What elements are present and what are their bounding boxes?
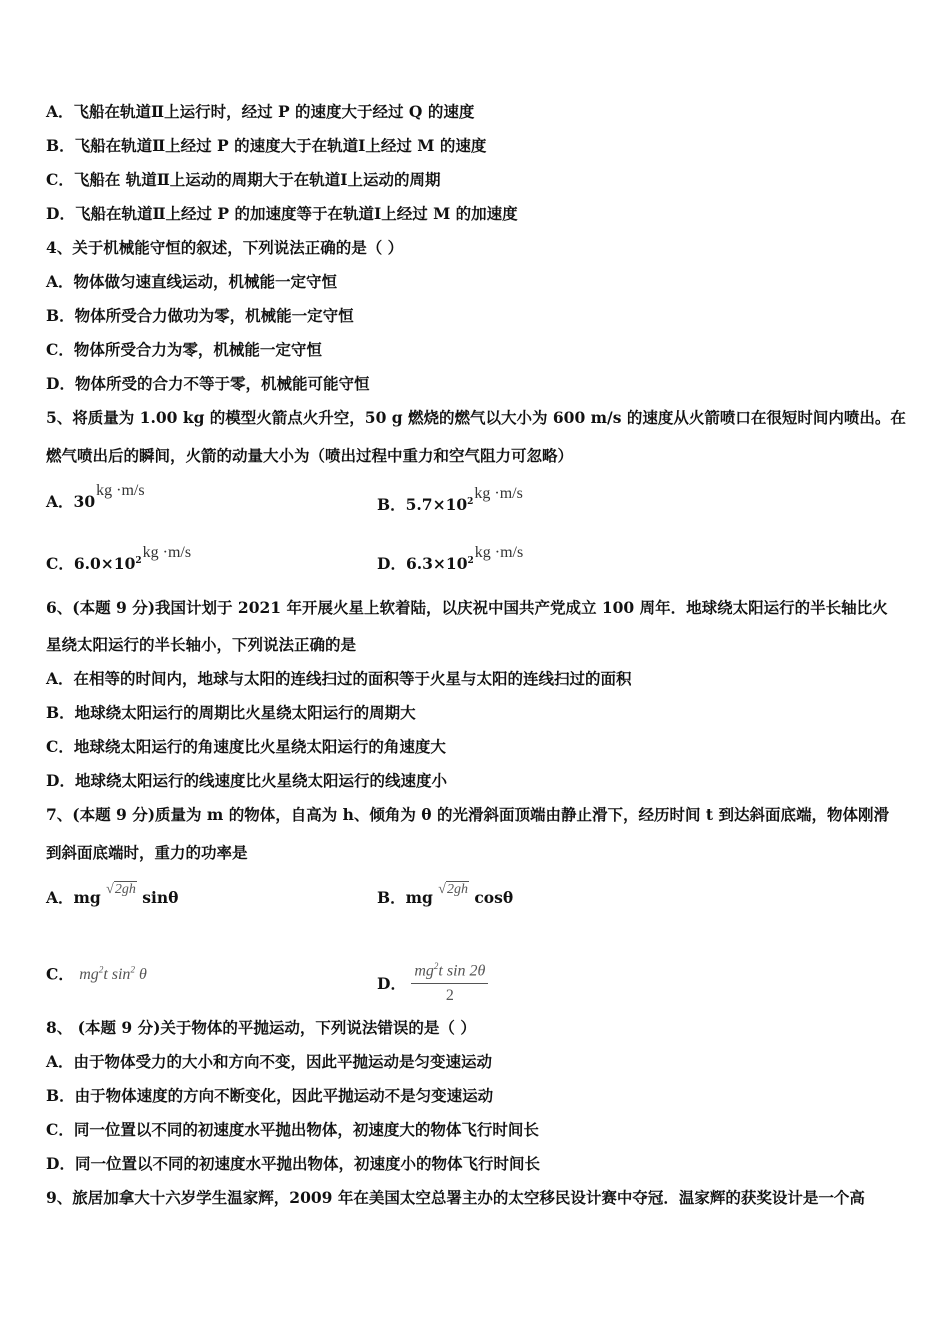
q3-option-c: C．飞船在 轨道Ⅱ上运动的周期大于在轨道Ⅰ上运动的周期 (46, 170, 441, 189)
sqrt-symbol-icon: √2gh (106, 882, 136, 897)
q5-b-value: 5.7×10 (405, 495, 468, 515)
q7-a-prefix: A．mg (46, 888, 101, 907)
q8-option-d: D．同一位置以不同的初速度水平抛出物体，初速度小的物体飞行时间长 (46, 1154, 540, 1173)
q5-d-unit: kg ·m/s (474, 544, 524, 562)
q3-option-d: D．飞船在轨道Ⅱ上经过 P 的加速度等于在轨道Ⅰ上经过 M 的加速度 (46, 204, 518, 223)
q3-option-a: A．飞船在轨道Ⅱ上运行时，经过 P 的速度大于经过 Q 的速度 (46, 102, 475, 121)
q5-c-prefix: C． (46, 554, 74, 574)
sqrt-symbol-icon: √2gh (438, 882, 468, 897)
q7-c-prefix: C． (46, 964, 74, 984)
q5-b-exponent: 2 (467, 497, 474, 507)
q5-a-unit: kg ·m/s (96, 482, 145, 499)
q4-option-b: B．物体所受合力做功为零，机械能一定守恒 (46, 306, 354, 325)
q5-d-value: 6.3×10 (405, 554, 468, 574)
q5-a-prefix: A． (46, 492, 74, 511)
q4-option-d: D．物体所受的合力不等于零，机械能可能守恒 (46, 374, 370, 393)
q5-d-exponent: 2 (467, 556, 474, 566)
q5-option-b (377, 485, 523, 516)
q6-option-b: B．地球绕太阳运行的周期比火星绕太阳运行的周期大 (46, 703, 416, 722)
q8-option-c: C．同一位置以不同的初速度水平抛出物体，初速度大的物体飞行时间长 (46, 1120, 539, 1139)
q7-d-prefix: D． (377, 974, 406, 994)
q9-stem-line1: 9、旅居加拿大十六岁学生温家辉，2009 年在美国太空总署主办的太空移民设计赛中夺冠．温家辉的获奖设计是一个高 (46, 1188, 865, 1207)
q5-stem-line1: 5、将质量为 1.00 kg 的模型火箭点火升空，50 g 燃烧的燃气以大小为 600 m/s 的速度从火箭喷口在很短时间内喷出。在 (46, 408, 906, 427)
q5-option-c (46, 544, 192, 575)
q4-stem: 4、关于机械能守恒的叙述，下列说法正确的是（ ） (46, 238, 404, 257)
q5-b-prefix: B． (377, 495, 406, 515)
q6-option-a: A．在相等的时间内，地球与太阳的连线扫过的面积等于火星与太阳的连线扫过的面积 (46, 669, 632, 688)
q7-c-expression: $mg^2t$ $\sin^2 \theta$ (79, 965, 147, 984)
q5-a-value: 30 (73, 492, 96, 511)
q7-option-b (377, 882, 514, 910)
q5-c-exponent: 2 (135, 556, 142, 566)
q5-d-prefix: D． (377, 554, 406, 574)
q7-d-denominator: 2 (445, 987, 454, 1005)
q6-stem-line2: 星绕太阳运行的半长轴小，下列说法正确的是 (46, 635, 357, 654)
q5-option-a (46, 482, 145, 513)
q5-c-value: 6.0×10 (73, 554, 136, 574)
q7-d-numerator: $mg^2t$ sin 2θ (411, 956, 488, 984)
q5-option-d (377, 544, 524, 575)
q6-option-d: D．地球绕太阳运行的线速度比火星绕太阳运行的线速度小 (46, 771, 447, 790)
q4-option-a: A．物体做匀速直线运动，机械能一定守恒 (46, 272, 338, 291)
q6-stem-line1: 6、(本题 9 分)我国计划于 2021 年开展火星上软着陆，以庆祝中国共产党成立 100 周年．地球绕太阳运行的半长轴比火 (46, 598, 888, 617)
q7-d-fraction (411, 956, 488, 1006)
q5-b-unit: kg ·m/s (474, 485, 523, 503)
q3-option-b: B．飞船在轨道Ⅱ上经过 P 的速度大于在轨道Ⅰ上经过 M 的速度 (46, 136, 487, 155)
q6-option-c: C．地球绕太阳运行的角速度比火星绕太阳运行的角速度大 (46, 737, 446, 756)
q5-c-unit: kg ·m/s (142, 544, 192, 562)
q7-b-suffix: cosθ (474, 888, 514, 907)
q7-b-prefix: B．mg (377, 888, 433, 907)
q7-stem-line2: 到斜面底端时，重力的功率是 (46, 843, 248, 862)
q4-option-c: C．物体所受合力为零，机械能一定守恒 (46, 340, 322, 359)
q7-a-suffix: sinθ (142, 888, 179, 907)
q8-stem: 8、 (本题 9 分)关于物体的平抛运动，下列说法错误的是（ ） (46, 1018, 476, 1037)
q8-option-a: A．由于物体受力的大小和方向不变，因此平抛运动是匀变速运动 (46, 1052, 493, 1071)
q8-option-b: B．由于物体速度的方向不断变化，因此平抛运动不是匀变速运动 (46, 1086, 494, 1105)
q7-option-d (377, 960, 488, 1010)
q7-b-radicand: 2gh (446, 882, 468, 897)
q7-option-c (46, 960, 147, 985)
q7-stem-line1: 7、(本题 9 分)质量为 m 的物体，自高为 h、倾角为 θ 的光滑斜面顶端由静止滑下，经历时间 t 到达斜面底端，物体刚滑 (46, 805, 889, 824)
q5-stem-line2: 燃气喷出后的瞬间，火箭的动量大小为（喷出过程中重力和空气阻力可忽略） (46, 446, 574, 465)
q7-a-radicand: 2gh (114, 882, 136, 897)
q7-option-a (46, 882, 179, 910)
